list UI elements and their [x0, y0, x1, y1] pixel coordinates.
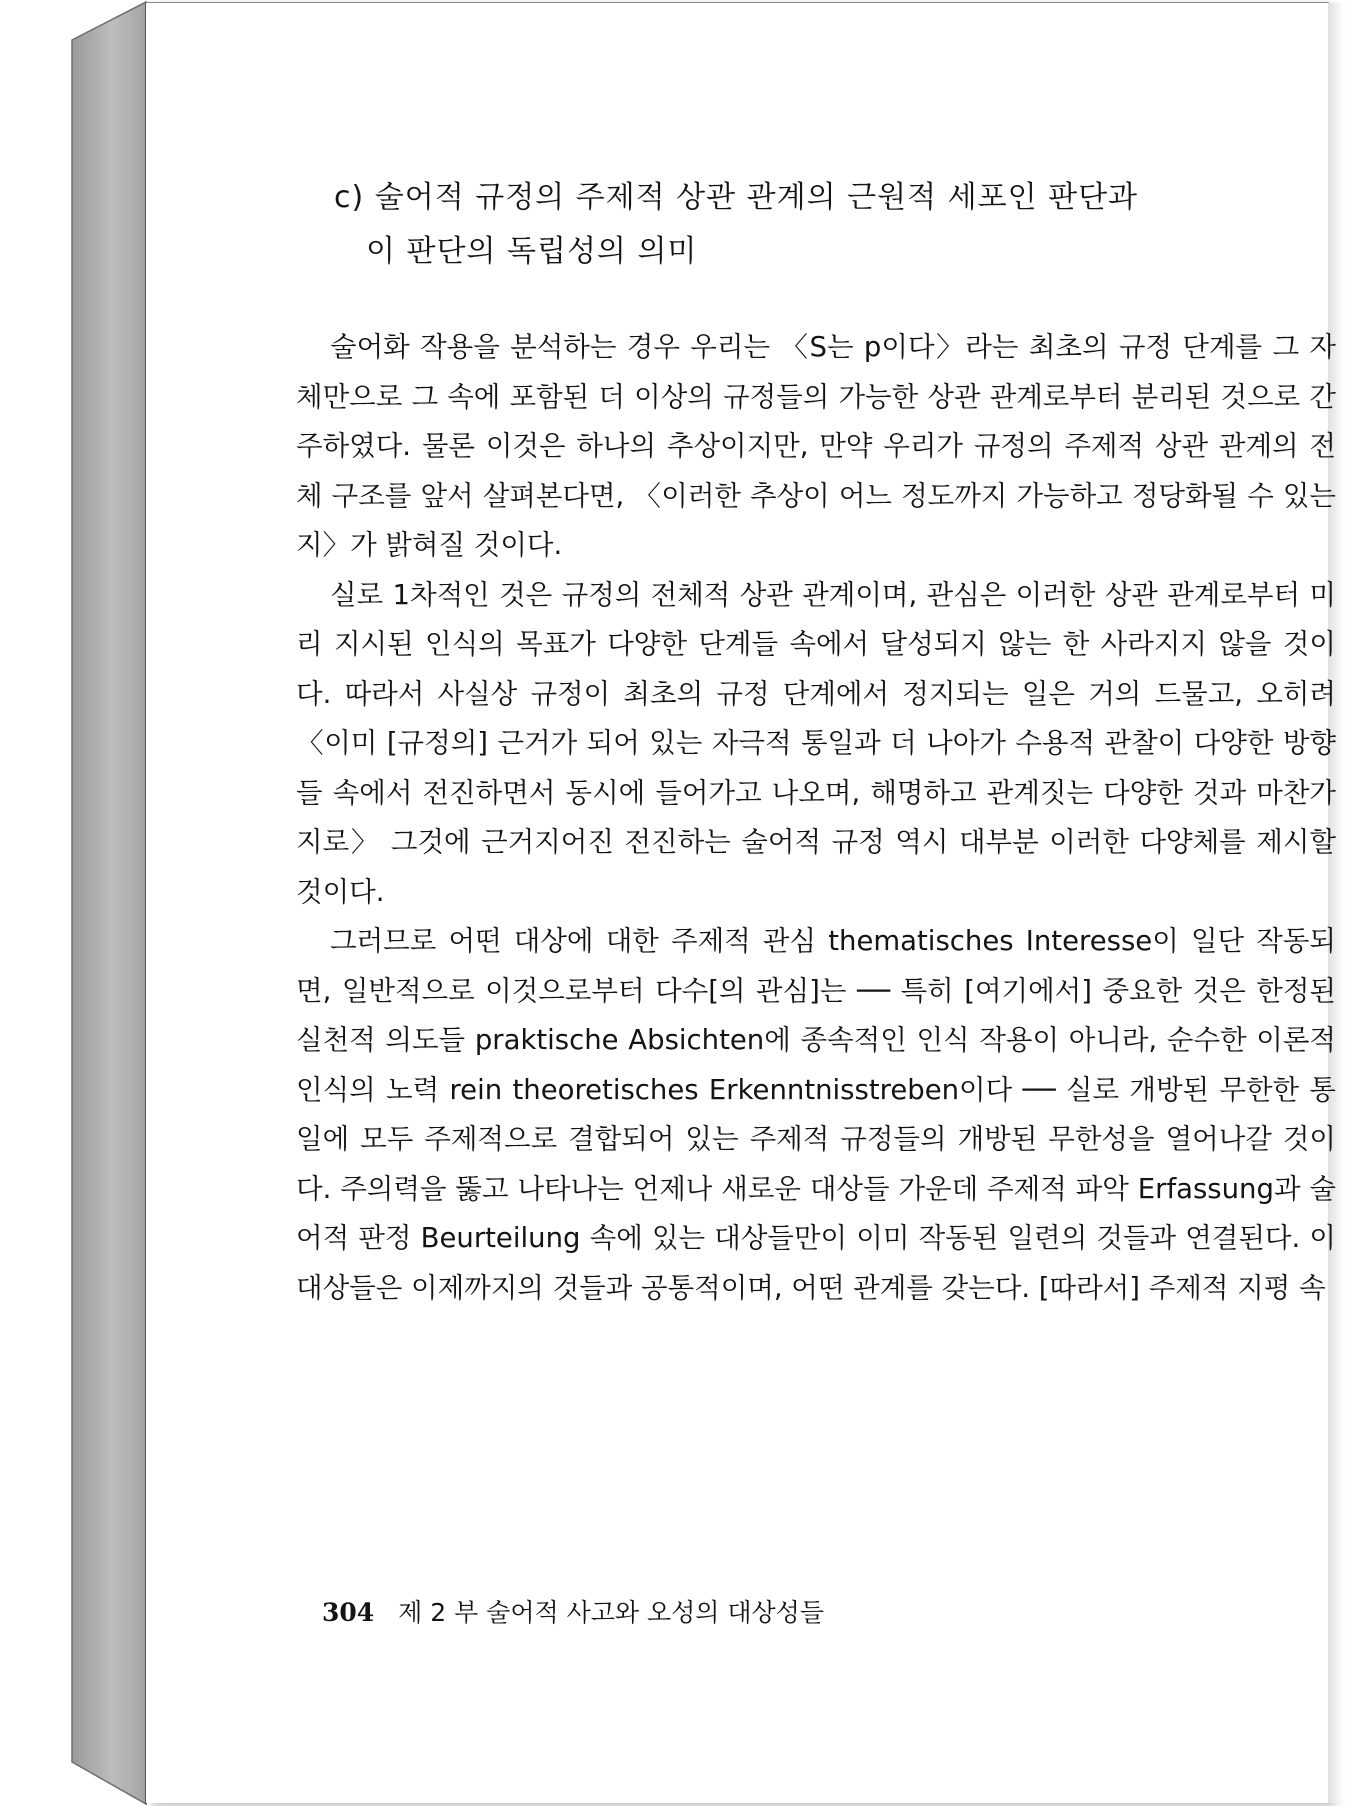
- page-footer: [322, 1593, 824, 1629]
- section-heading: [334, 171, 1344, 279]
- section-heading-line-2: 이 판단의 독립성의 의미: [366, 234, 698, 269]
- book-page: [146, 2, 1336, 1803]
- body-text: [296, 323, 1336, 1313]
- section-heading-line-1: c) 술어적 규정의 주제적 상관 관계의 근원적 세포인 판단과: [334, 180, 1139, 215]
- paragraph-3: 그러므로 어떤 대상에 대한 주제적 관심 thematisches Interesse이 일단 작동되면, 일반적으로 이것으로부터 다수[의 관심]는 ── 특히 [여기에서] 중요한 것은 한정된 실천적 의도들 praktische Absichten에 종속적인 인식 작용이 아니라, 순수한 이론적 인식의 노력 rein theoretisches Erkenntnisstreben이다 ── 실로 개방된 무한한 통일에 모두 주제적으로 결합되어 있는 주제적 규정들의 개방된 무한성을 열어나갈 것이다. 주의력을 뚫고 나타나는 언제나 새로운 대상들 가운데 주제적 파악 Erfassung과 술어적 판정 Beurteilung 속에 있는 대상들만이 이미 작동된 일련의 것들과 연결된다. 이 대상들은 이제까지의 것들과 공통적이며, 어떤 관계를 갖는다. [따라서] 주제적 지평 속: [296, 925, 1336, 1304]
- paragraph-1: 술어화 작용을 분석하는 경우 우리는 〈S는 p이다〉라는 최초의 규정 단계를 그 자체만으로 그 속에 포함된 더 이상의 규정들의 가능한 상관 관계로부터 분리된 것으로 간주하였다. 물론 이것은 하나의 추상이지만, 만약 우리가 규정의 주제적 상관 관계의 전체 구조를 앞서 살펴본다면, 〈이러한 추상이 어느 정도까지 가능하고 정당화될 수 있는지〉가 밝혀질 것이다.: [296, 331, 1336, 561]
- paragraph-2: 실로 1차적인 것은 규정의 전체적 상관 관계이며, 관심은 이러한 상관 관계로부터 미리 지시된 인식의 목표가 다양한 단계들 속에서 달성되지 않는 한 사라지지 않을 것이다. 따라서 사실상 규정이 최초의 규정 단계에서 정지되는 일은 거의 드물고, 오히려 〈이미 [규정의] 근거가 되어 있는 자극적 통일과 더 나아가 수용적 관찰이 다양한 방향들 속에서 전진하면서 동시에 들어가고 나오며, 해명하고 관계짓는 다양한 것과 마찬가지로〉 그것에 근거지어진 전진하는 술어적 규정 역시 대부분 이러한 다양체를 제시할 것이다.: [296, 578, 1336, 908]
- page-number: 304: [322, 1598, 375, 1627]
- running-title: 제 2 부 술어적 사고와 오성의 대상성들: [398, 1598, 824, 1627]
- book-spine: [0, 0, 150, 1806]
